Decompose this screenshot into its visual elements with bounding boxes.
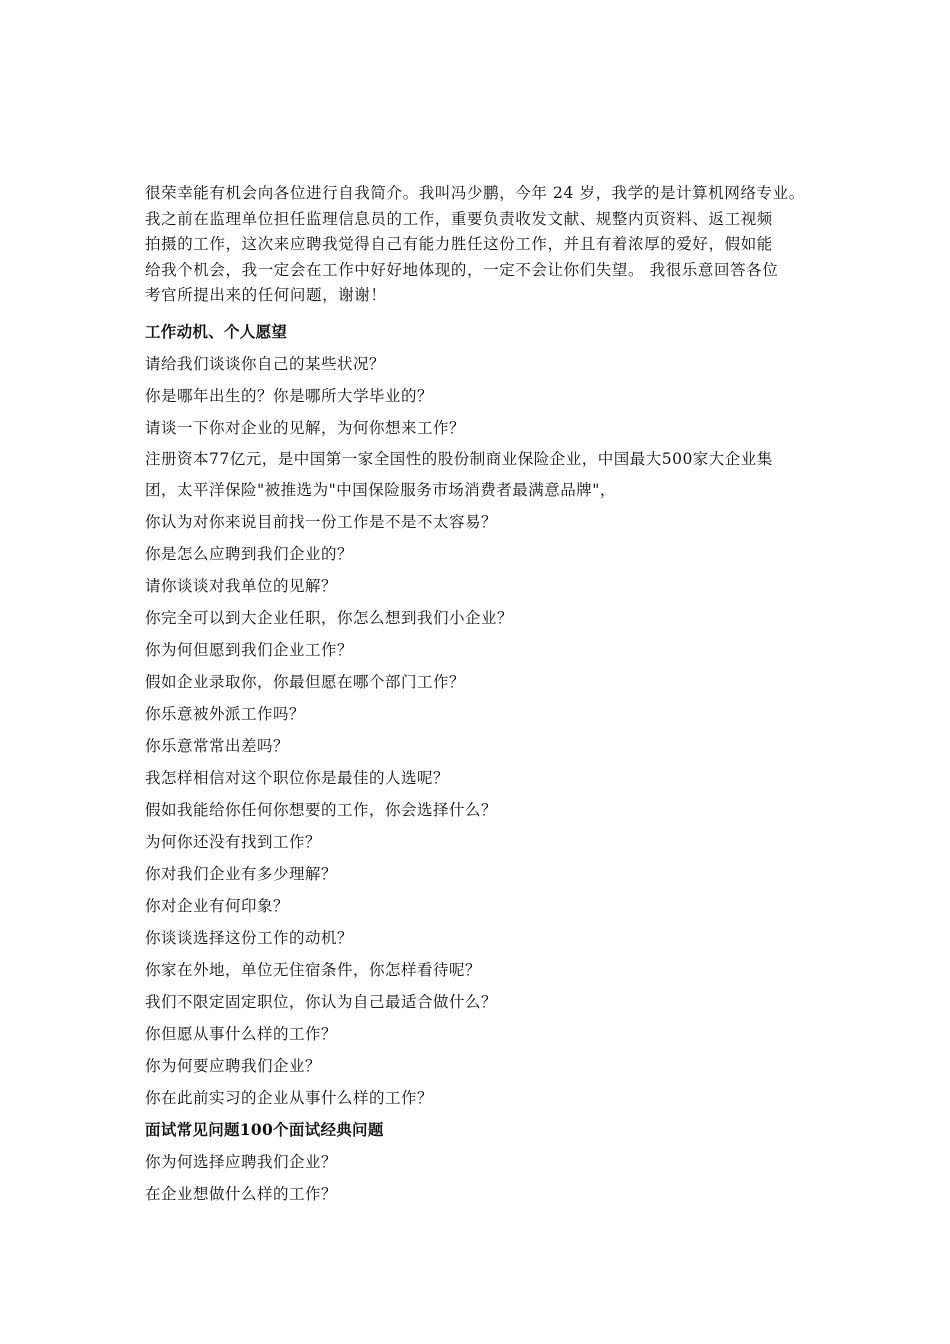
question-item: 你是怎么应聘到我们企业的？ xyxy=(145,545,354,563)
section-heading-motivation: 工作动机、个人愿望 xyxy=(145,322,288,341)
question-item: 你为何但愿到我们企业工作？ xyxy=(145,641,354,659)
question-item: 假如企业录取你，你最但愿在哪个部门工作？ xyxy=(145,673,466,691)
question-list xyxy=(145,316,810,1210)
question-item: 你认为对你来说目前找一份工作是不是不太容易？ xyxy=(145,513,498,531)
intro-line: 我之前在监理单位担任监理信息员的工作，重要负责收发文献、规整内页资料、返工视频 xyxy=(145,209,773,228)
question-item: 你谈谈选择这份工作的动机？ xyxy=(145,929,354,947)
intro-line: 考官所提出来的任何问题，谢谢！ xyxy=(145,286,387,304)
intro-line: 很荣幸能有机会向各位进行自我简介。我叫冯少鹏，今年 24 岁，我学的是计算机网络专业。 xyxy=(145,184,805,202)
question-item: 你乐意被外派工作吗？ xyxy=(145,705,306,723)
company-note xyxy=(145,444,810,506)
question-item: 请给我们谈谈你自己的某些状况？ xyxy=(145,355,386,373)
question-item: 你是哪年出生的？你是哪所大学毕业的？ xyxy=(145,387,434,405)
question-item: 请谈一下你对企业的见解，为何你想来工作？ xyxy=(145,419,466,437)
question-item: 你完全可以到大企业任职，你怎么想到我们小企业？ xyxy=(145,609,514,627)
question-item: 你为何选择应聘我们企业？ xyxy=(145,1153,338,1171)
intro-line: 给我个机会，我一定会在工作中好好地体现的，一定不会让你们失望。 我很乐意回答各位 xyxy=(145,260,779,279)
question-item: 我们不限定固定职位，你认为自己最适合做什么？ xyxy=(145,993,498,1011)
question-item: 我怎样相信对这个职位你是最佳的人选呢？ xyxy=(145,769,450,787)
intro-paragraph xyxy=(145,181,810,309)
question-item: 你对企业有何印象？ xyxy=(145,897,290,915)
company-note-line: 团，太平洋保险"被推选为"中国保险服务市场消费者最满意品牌"， xyxy=(145,481,616,499)
question-item: 在企业想做什么样的工作？ xyxy=(145,1185,338,1203)
intro-line: 拍摄的工作，这次来应聘我觉得自己有能力胜任这份工作，并且有着浓厚的爱好，假如能 xyxy=(145,235,773,253)
question-item: 假如我能给你任何你想要的工作，你会选择什么？ xyxy=(145,801,498,819)
question-item: 你家在外地，单位无住宿条件，你怎样看待呢？ xyxy=(145,961,482,979)
company-note-line: 注册资本77亿元，是中国第一家全国性的股份制商业保险企业，中国最大500家大企业集 xyxy=(145,450,773,468)
question-item: 你但愿从事什么样的工作？ xyxy=(145,1025,338,1043)
section-heading-common-questions: 面试常见问题100个面试经典问题 xyxy=(145,1120,384,1139)
question-item: 你乐意常常出差吗？ xyxy=(145,737,290,755)
question-item: 你为何要应聘我们企业？ xyxy=(145,1057,322,1075)
question-item: 请你谈谈对我单位的见解？ xyxy=(145,577,338,595)
question-item: 你对我们企业有多少理解？ xyxy=(145,865,338,883)
question-item: 你在此前实习的企业从事什么样的工作？ xyxy=(145,1089,434,1107)
question-item: 为何你还没有找到工作？ xyxy=(145,833,322,851)
